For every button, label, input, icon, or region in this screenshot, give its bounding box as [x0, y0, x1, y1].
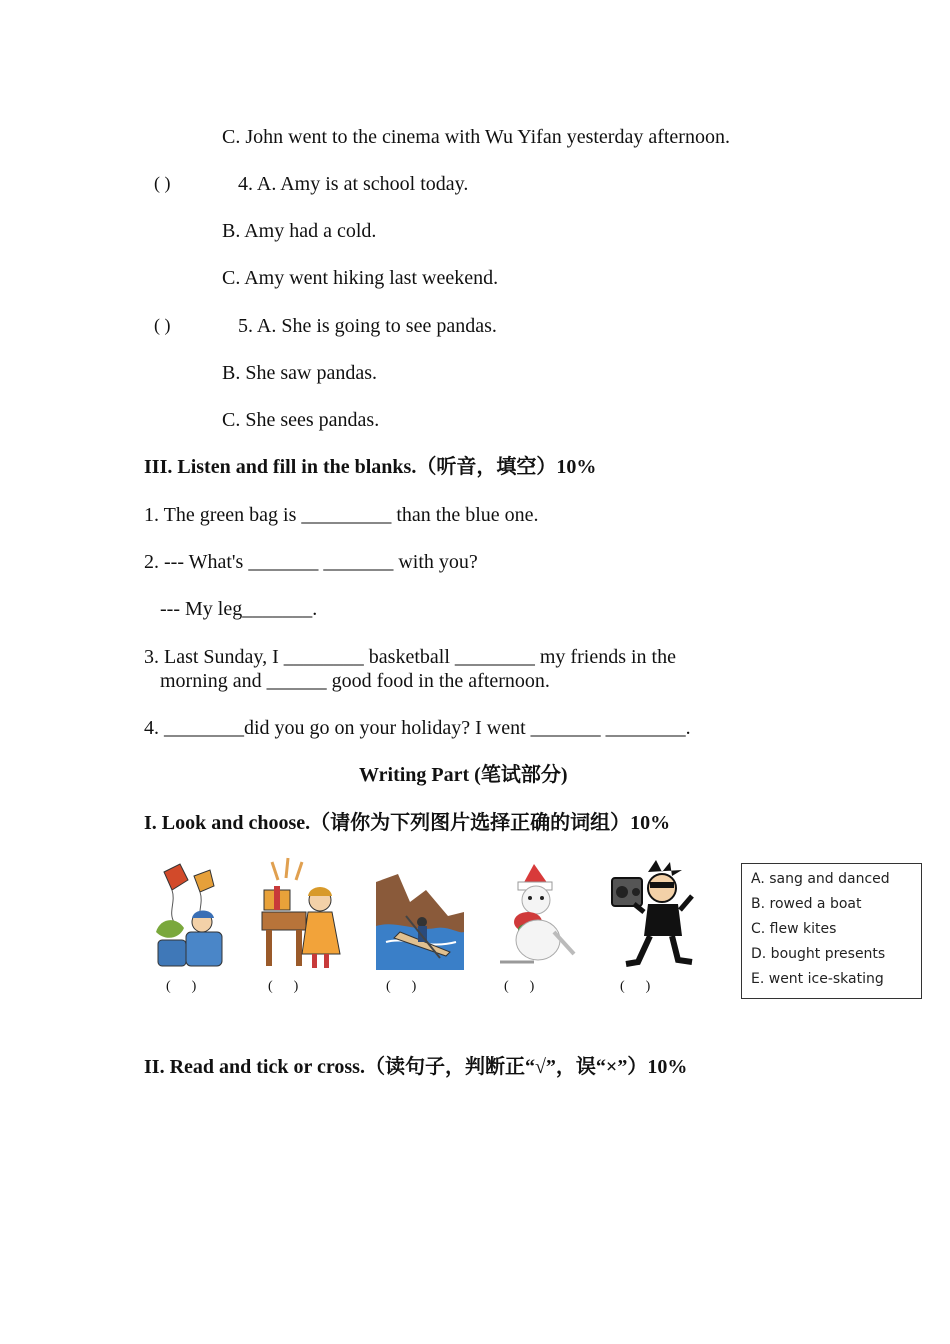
look-choose-heading: I. Look and choose.（请你为下列图片选择正确的词组）10%: [144, 812, 671, 834]
option-e: E. went ice-skating: [751, 971, 884, 987]
section3-heading: III. Listen and fill in the blanks.（听音，填空）10%: [144, 456, 597, 478]
option-a: A. sang and danced: [751, 871, 890, 887]
fill-q3-line2: morning and ______ good food in the afternoon.: [160, 670, 550, 692]
picture-paren-5[interactable]: ( ): [620, 979, 651, 994]
writing-part-title: Writing Part (笔试部分): [359, 764, 568, 786]
option-5b: B. She saw pandas.: [222, 362, 377, 384]
phrase-options-box: [741, 863, 922, 999]
kite-boy-picture: [150, 862, 230, 972]
option-d: D. bought presents: [751, 946, 886, 962]
fill-q3-line1: 3. Last Sunday, I ________ basketball ________ my friends in the: [144, 646, 676, 668]
presents-girl-picture: [258, 856, 344, 972]
option-3c: C. John went to the cinema with Wu Yifan yesterday afternoon.: [222, 126, 730, 148]
picture-paren-1[interactable]: ( ): [166, 979, 197, 994]
fill-q2: 2. --- What's _______ _______ with you?: [144, 551, 478, 573]
picture-paren-2[interactable]: ( ): [268, 979, 299, 994]
answer-paren-5[interactable]: ( ): [154, 315, 171, 335]
option-c: C. flew kites: [751, 921, 837, 937]
read-tick-heading: II. Read and tick or cross.（读句子，判断正“√”，误“×”）10%: [144, 1056, 688, 1078]
fill-q2-answer: --- My leg_______.: [160, 598, 318, 620]
option-5a: 5. A. She is going to see pandas.: [238, 315, 497, 337]
option-4c: C. Amy went hiking last weekend.: [222, 267, 499, 289]
option-b: B. rowed a boat: [751, 896, 862, 912]
ice-skating-snowman-picture: [494, 862, 580, 972]
fill-q4: 4. ________did you go on your holiday? I went _______ ________.: [144, 717, 691, 739]
rowing-boat-picture: [376, 872, 464, 970]
picture-paren-4[interactable]: ( ): [504, 979, 535, 994]
answer-paren-4[interactable]: ( ): [154, 173, 171, 193]
fill-q1: 1. The green bag is _________ than the blue one.: [144, 504, 539, 526]
option-5c: C. She sees pandas.: [222, 409, 380, 431]
option-4b: B. Amy had a cold.: [222, 220, 377, 242]
sing-dance-picture: [608, 860, 698, 972]
picture-paren-3[interactable]: ( ): [386, 979, 417, 994]
option-4a: 4. A. Amy is at school today.: [238, 173, 469, 195]
